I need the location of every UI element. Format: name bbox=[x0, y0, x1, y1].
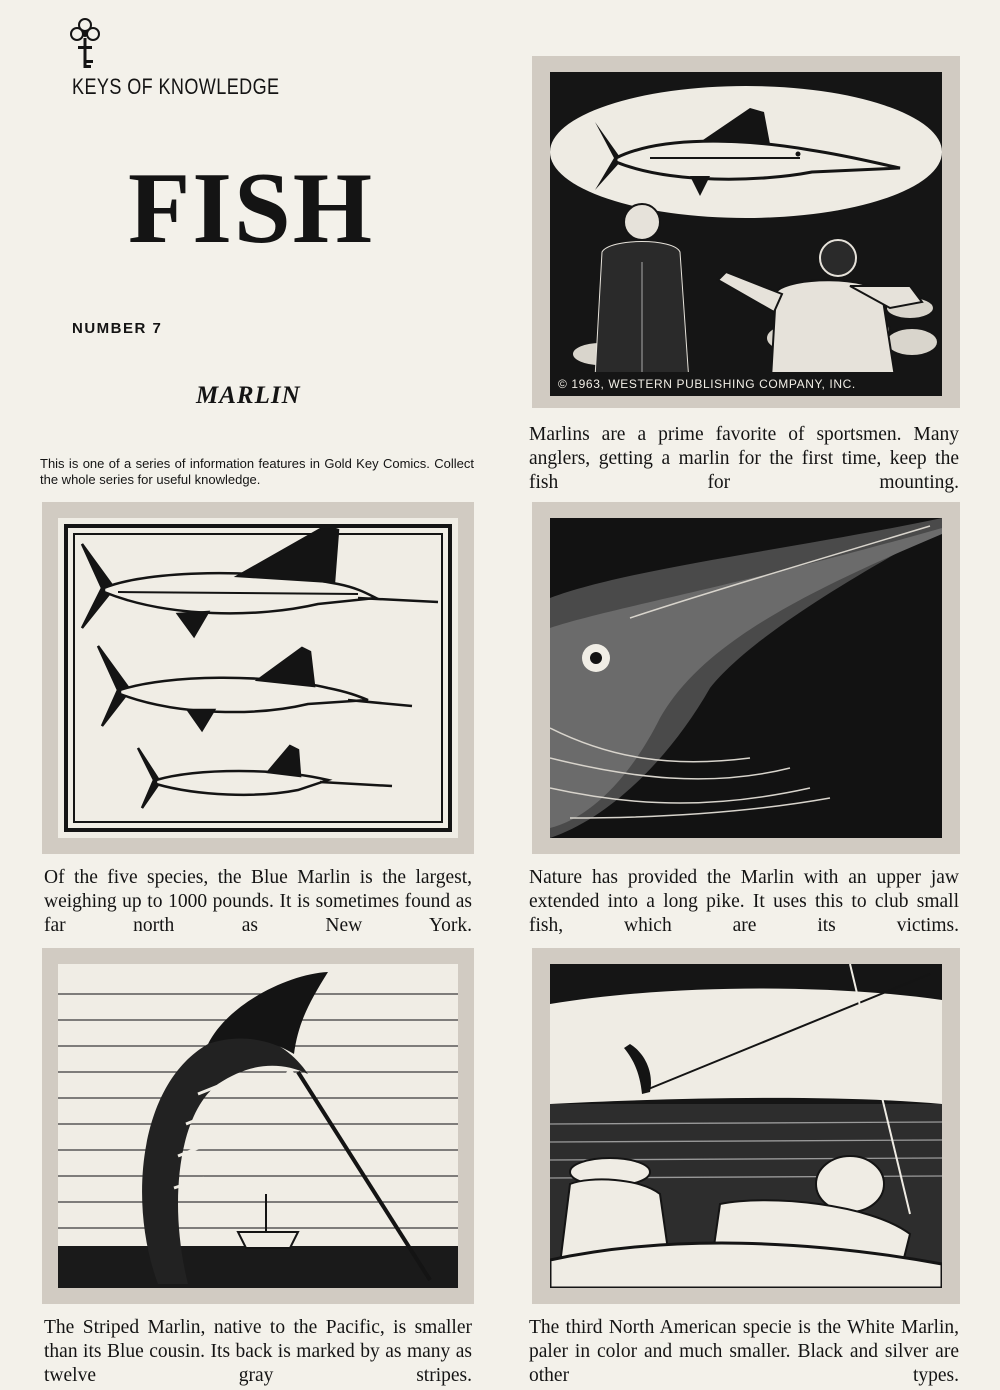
caption-4: The Striped Marlin, native to the Pacific, is smaller than its Blue cousin. Its back is marked by as many as twelve gray stripes. bbox=[44, 1317, 472, 1386]
main-title: FISH bbox=[128, 152, 375, 265]
panel-white-marlin bbox=[532, 948, 960, 1304]
panel-striped-marlin bbox=[42, 948, 474, 1304]
fishing-boat-illustration bbox=[550, 964, 942, 1288]
panel-mounted-marlin bbox=[532, 56, 960, 408]
series-title: KEYS OF KNOWLEDGE bbox=[72, 74, 280, 99]
issue-number: NUMBER 7 bbox=[72, 320, 163, 337]
key-logo-icon bbox=[66, 16, 104, 72]
caption-1: Marlins are a prime favorite of sportsmen. Many anglers, getting a marlin for the first time, keep the fish for mounting. bbox=[529, 424, 959, 493]
mounted-marlin-illustration bbox=[550, 72, 942, 396]
panel-three-marlins bbox=[42, 502, 474, 854]
caption-2: Of the five species, the Blue Marlin is the largest, weighing up to 1000 pounds. It is sometimes found as far north as New York. bbox=[44, 867, 472, 936]
three-marlins-illustration bbox=[58, 518, 458, 838]
panel-marlin-close-up bbox=[532, 502, 960, 854]
striped-marlin-illustration bbox=[58, 964, 458, 1288]
marlin-head-illustration bbox=[550, 518, 942, 838]
caption-3: Nature has provided the Marlin with an upper jaw extended into a long pike. It uses this to club small fish, which are its victims. bbox=[529, 867, 959, 936]
caption-5: The third North American specie is the White Marlin, paler in color and much smaller. Black and silver are other types. bbox=[529, 1317, 959, 1386]
copyright-notice: © 1963, WESTERN PUBLISHING COMPANY, INC. bbox=[558, 377, 856, 391]
intro-text: This is one of a series of information features in Gold Key Comics. Collect the whole series for useful knowledge. bbox=[40, 456, 474, 487]
topic-heading: MARLIN bbox=[196, 382, 301, 409]
